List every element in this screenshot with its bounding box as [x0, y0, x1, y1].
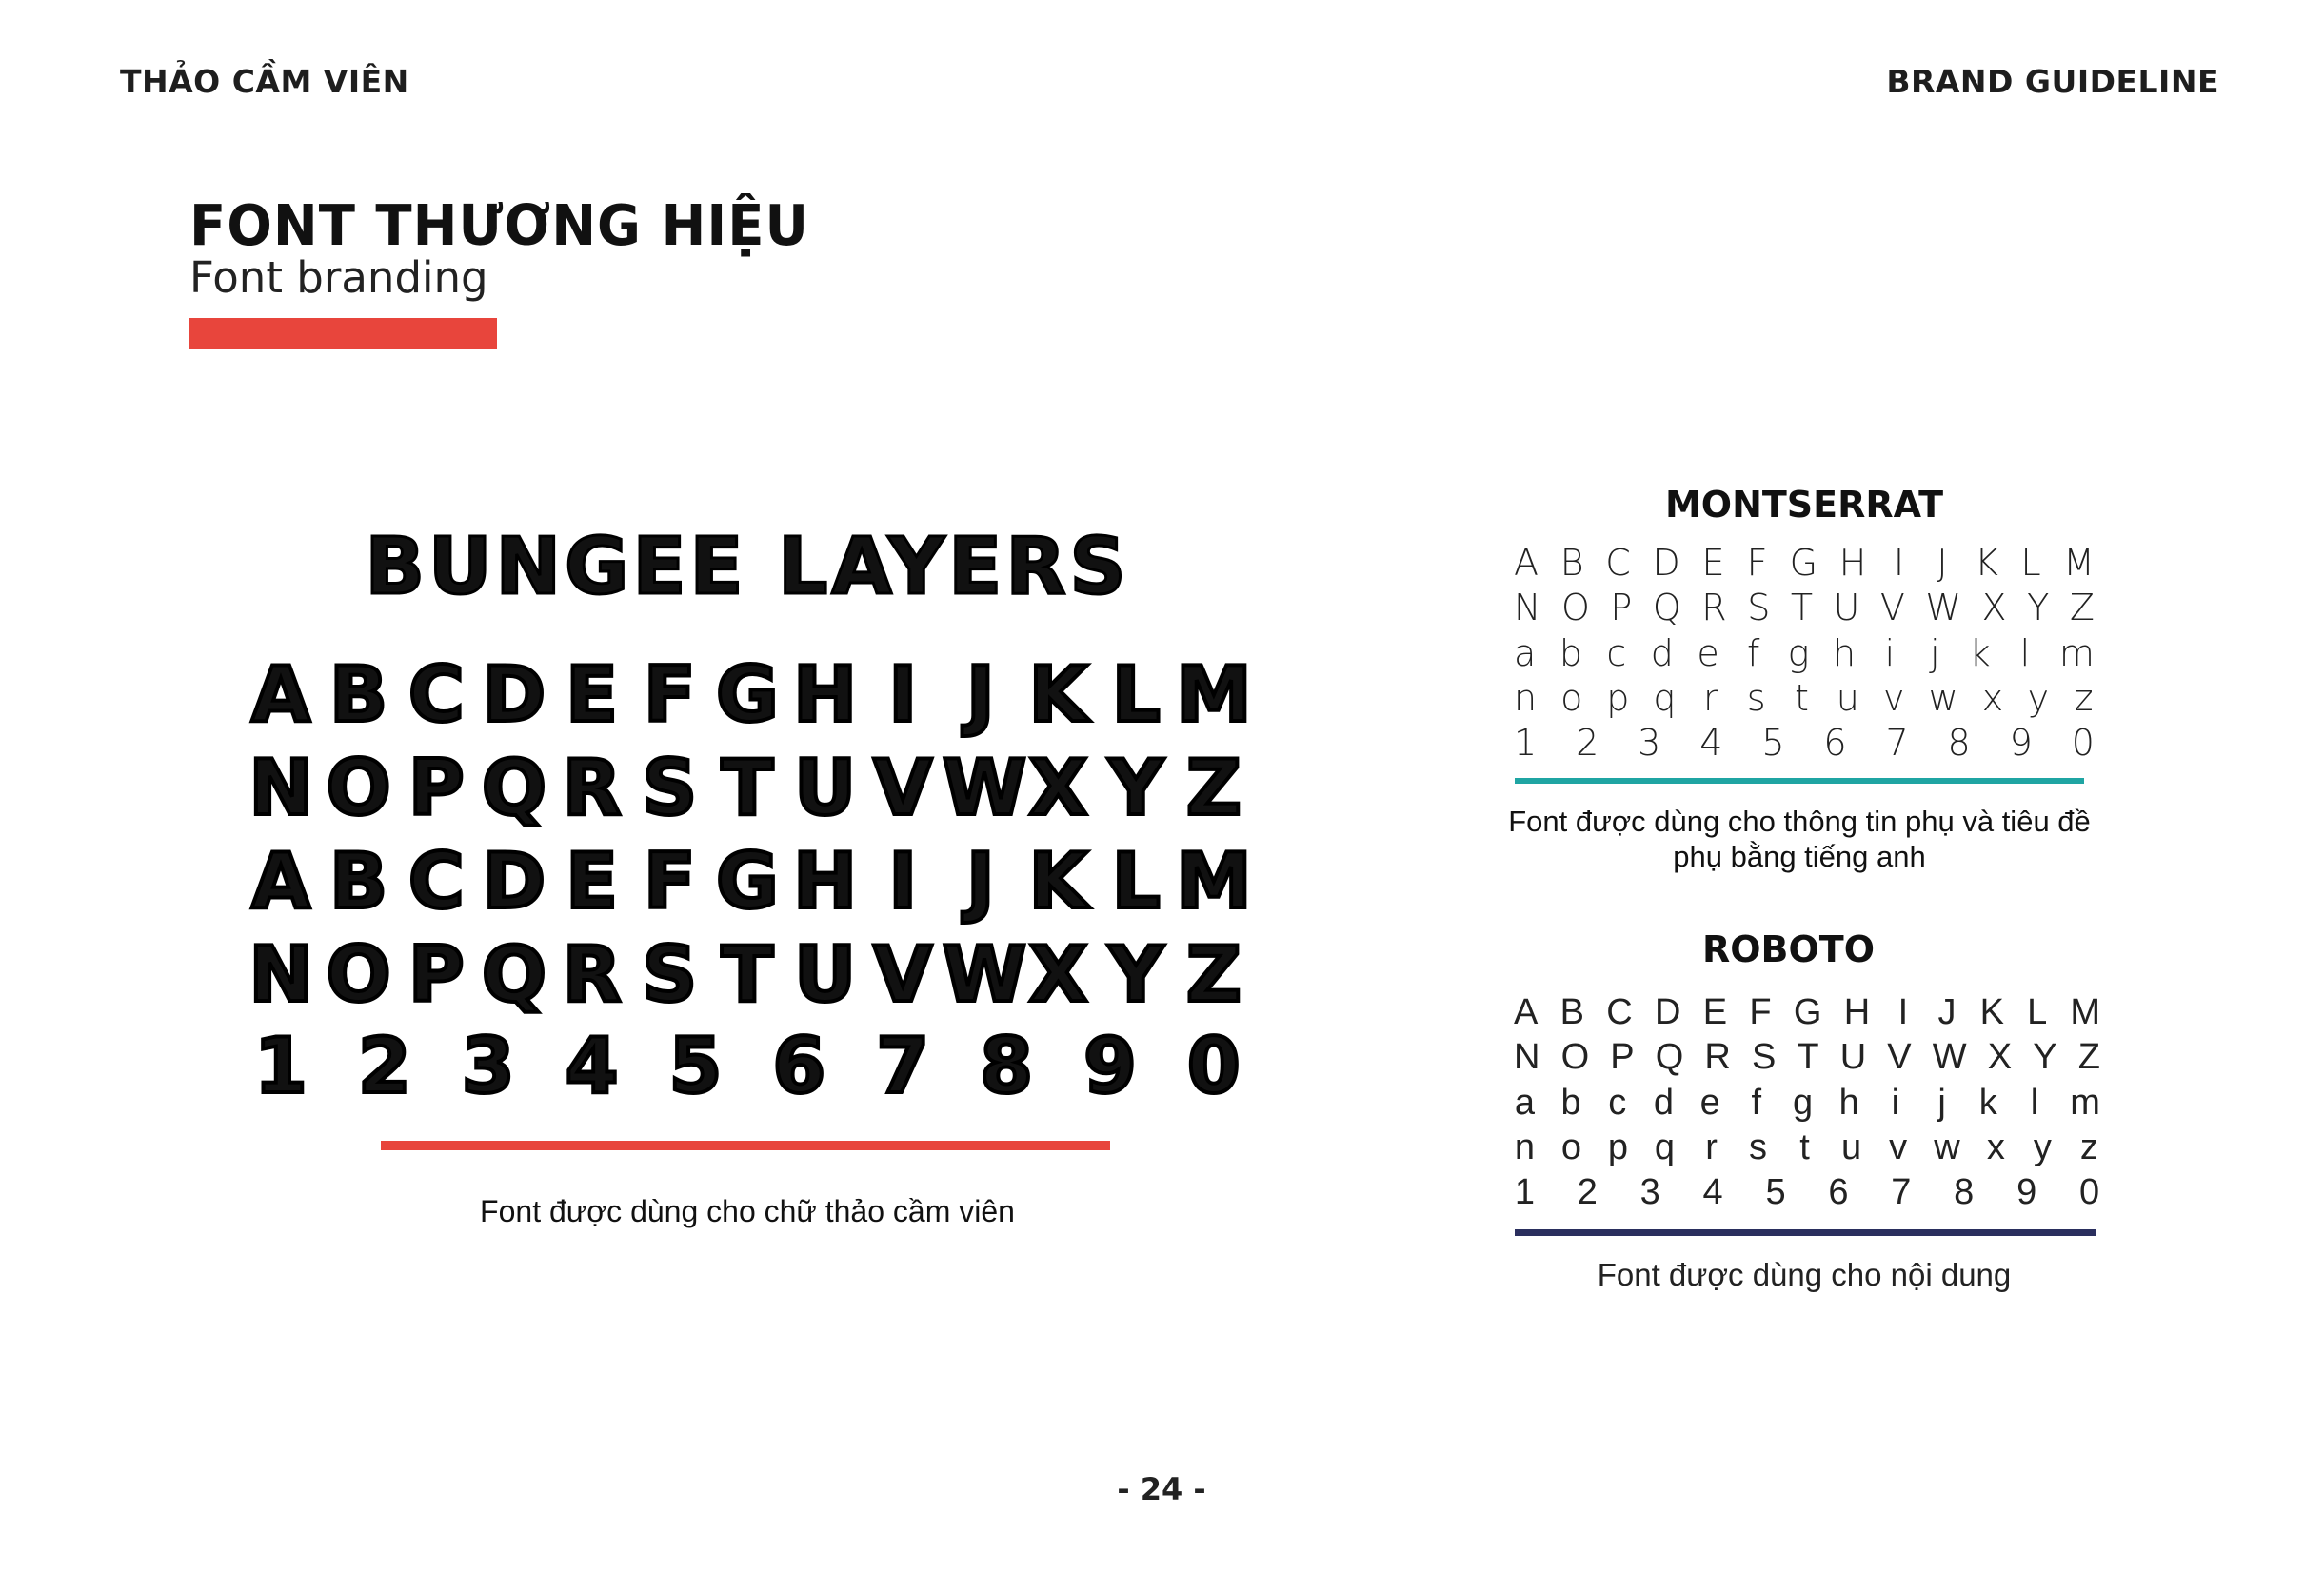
glyph-row: [1514, 1174, 2100, 1210]
body-font-name: ROBOTO: [1701, 928, 1876, 970]
glyph-row: [1514, 1085, 2100, 1121]
glyph: v: [1889, 1127, 1908, 1167]
glyph-row: [1514, 677, 2095, 719]
glyph: J: [966, 837, 995, 926]
glyph: I: [888, 837, 918, 926]
glyph: W: [942, 744, 1027, 832]
glyph: 6: [1828, 1172, 1849, 1212]
glyph: 8: [1954, 1172, 1975, 1212]
glyph: D: [1652, 542, 1680, 584]
glyph: P: [1610, 587, 1633, 628]
glyph: g: [1787, 632, 1810, 674]
glyph: X: [1981, 587, 2007, 628]
glyph: h: [1838, 1083, 1859, 1123]
glyph: p: [1606, 677, 1630, 719]
glyph: F: [643, 837, 696, 926]
glyph: l: [2030, 1083, 2039, 1123]
glyph: Q: [1652, 587, 1681, 628]
glyph: Y: [2033, 1037, 2057, 1077]
glyph: d: [1653, 1083, 1675, 1123]
glyph: N: [1514, 587, 1541, 628]
glyph: Q: [481, 930, 546, 1019]
glyph: V: [1879, 587, 1905, 628]
glyph: 4: [565, 1022, 619, 1110]
glyph: i: [1891, 1083, 1900, 1123]
glyph: s: [1749, 1127, 1768, 1167]
glyph: a: [1514, 1083, 1535, 1123]
glyph: S: [1751, 1037, 1777, 1077]
glyph: f: [1751, 1083, 1762, 1123]
glyph: O: [326, 744, 391, 832]
glyph: J: [1937, 542, 1948, 584]
glyph: T: [721, 930, 774, 1019]
glyph: S: [642, 930, 698, 1019]
glyph: 9: [1083, 1022, 1137, 1110]
brand-name: THẢO CẦM VIÊN: [120, 63, 409, 100]
glyph: T: [721, 744, 774, 832]
glyph: H: [1838, 542, 1867, 584]
glyph: 3: [1639, 1172, 1660, 1212]
glyph: k: [1978, 1083, 1997, 1123]
glyph: U: [794, 744, 857, 832]
glyph: M: [1176, 650, 1252, 739]
glyph: Y: [1108, 930, 1164, 1019]
glyph: P: [407, 930, 465, 1019]
glyph: S: [642, 744, 698, 832]
glyph: Y: [2027, 587, 2050, 628]
secondary-font-caption-line-1: Font được dùng cho thông tin phụ và tiêu đề: [1508, 805, 2091, 838]
page-number: - 24 -: [1117, 1471, 1206, 1507]
glyph: j: [1929, 632, 1940, 674]
glyph: 5: [668, 1022, 723, 1110]
glyph-row: [1514, 994, 2100, 1030]
glyph: U: [794, 930, 857, 1019]
glyph: N: [1514, 1037, 1540, 1077]
glyph-row: [243, 650, 1252, 739]
glyph: R: [1701, 587, 1727, 628]
glyph: 6: [772, 1022, 826, 1110]
glyph: m: [2070, 1083, 2100, 1123]
glyph: J: [1937, 992, 1957, 1032]
glyph: H: [793, 837, 858, 926]
display-font-divider: [381, 1141, 1110, 1150]
glyph: 5: [1761, 722, 1785, 764]
glyph: 7: [876, 1022, 930, 1110]
glyph: L: [2027, 992, 2048, 1032]
glyph: K: [1975, 542, 1998, 584]
glyph: K: [1028, 837, 1088, 926]
glyph: C: [1606, 992, 1633, 1032]
glyph: 8: [1947, 722, 1971, 764]
glyph: 9: [2016, 1172, 2037, 1212]
glyph: 1: [254, 1022, 308, 1110]
glyph: A: [251, 650, 310, 739]
glyph: e: [1697, 632, 1719, 674]
glyph: n: [1514, 1127, 1535, 1167]
glyph: Z: [2069, 587, 2095, 628]
secondary-font-divider: [1515, 778, 2084, 784]
glyph: R: [562, 930, 622, 1019]
glyph: M: [1176, 837, 1252, 926]
glyph: F: [643, 650, 696, 739]
glyph: R: [562, 744, 622, 832]
glyph: e: [1699, 1083, 1720, 1123]
glyph: T: [1790, 587, 1814, 628]
glyph: G: [1793, 992, 1822, 1032]
glyph: G: [716, 650, 779, 739]
glyph: V: [873, 744, 933, 832]
glyph: C: [1605, 542, 1631, 584]
glyph: 1: [1514, 722, 1538, 764]
glyph: l: [2019, 632, 2031, 674]
glyph: C: [407, 650, 465, 739]
glyph: X: [1028, 930, 1088, 1019]
glyph: p: [1607, 1127, 1629, 1167]
glyph-row: [1514, 542, 2095, 584]
glyph: W: [1932, 1037, 1967, 1077]
glyph: 5: [1765, 1172, 1786, 1212]
glyph: t: [1799, 1127, 1810, 1167]
glyph: Z: [1185, 744, 1241, 832]
glyph: L: [2020, 542, 2041, 584]
glyph-row: [1514, 1039, 2100, 1075]
glyph: P: [407, 744, 465, 832]
glyph: j: [1937, 1083, 1946, 1123]
glyph: n: [1514, 677, 1538, 719]
title-underline-bar: [189, 318, 497, 349]
glyph: K: [1979, 992, 2004, 1032]
glyph: 2: [1577, 1172, 1598, 1212]
glyph: h: [1832, 632, 1857, 674]
glyph: i: [1884, 632, 1896, 674]
glyph: 0: [2071, 722, 2095, 764]
glyph: E: [1701, 542, 1725, 584]
glyph: o: [1560, 677, 1583, 719]
glyph: o: [1560, 1127, 1581, 1167]
glyph: d: [1650, 632, 1674, 674]
glyph: G: [1789, 542, 1818, 584]
glyph: t: [1794, 677, 1809, 719]
glyph: w: [1934, 1127, 1960, 1167]
glyph: 3: [1638, 722, 1661, 764]
glyph: 2: [1576, 722, 1599, 764]
glyph: 4: [1699, 722, 1723, 764]
glyph: u: [1841, 1127, 1862, 1167]
glyph-row: [243, 1022, 1252, 1110]
glyph: H: [793, 650, 858, 739]
glyph: W: [1925, 587, 1961, 628]
glyph: 0: [1187, 1022, 1241, 1110]
glyph: 8: [980, 1022, 1033, 1110]
glyph: N: [248, 930, 313, 1019]
glyph: c: [1606, 632, 1627, 674]
glyph: O: [1560, 1037, 1590, 1077]
glyph: L: [1111, 650, 1161, 739]
glyph: E: [1702, 992, 1728, 1032]
glyph: y: [2027, 677, 2050, 719]
glyph: X: [1028, 744, 1088, 832]
glyph: 4: [1702, 1172, 1723, 1212]
glyph-row: [243, 744, 1252, 832]
glyph: w: [1928, 677, 1958, 719]
glyph: B: [329, 650, 388, 739]
glyph: 9: [2009, 722, 2033, 764]
glyph: Z: [1185, 930, 1241, 1019]
glyph: O: [1560, 587, 1590, 628]
glyph: r: [1705, 1127, 1718, 1167]
glyph: E: [566, 837, 618, 926]
body-font-caption: Font được dùng cho nội dung: [1597, 1257, 2012, 1292]
glyph: u: [1836, 677, 1859, 719]
glyph: 1: [1514, 1172, 1535, 1212]
glyph: c: [1608, 1083, 1627, 1123]
glyph: b: [1560, 1083, 1581, 1123]
glyph: b: [1559, 632, 1582, 674]
glyph: F: [1746, 542, 1768, 584]
glyph: V: [873, 930, 933, 1019]
glyph: Q: [481, 744, 546, 832]
display-font-caption: Font được dùng cho chữ thảo cầm viên: [480, 1194, 1015, 1228]
glyph-row: [1514, 632, 2095, 674]
secondary-font-caption: [1485, 804, 2114, 874]
glyph: E: [566, 650, 618, 739]
glyph: A: [251, 837, 310, 926]
display-font-name: BUNGEE LAYERS: [365, 522, 1130, 612]
glyph-row: [243, 837, 1252, 926]
glyph: a: [1514, 632, 1537, 674]
glyph: H: [1843, 992, 1871, 1032]
glyph: B: [1559, 992, 1584, 1032]
glyph: A: [1514, 992, 1539, 1032]
glyph: Q: [1655, 1037, 1684, 1077]
glyph: 0: [2078, 1172, 2100, 1212]
glyph: V: [1887, 1037, 1912, 1077]
glyph: 7: [1885, 722, 1909, 764]
body-font-divider: [1515, 1229, 2096, 1236]
glyph: J: [966, 650, 995, 739]
glyph: I: [888, 650, 918, 739]
glyph: L: [1111, 837, 1161, 926]
glyph: 3: [461, 1022, 515, 1110]
glyph: Z: [2077, 1037, 2100, 1077]
glyph: R: [1704, 1037, 1731, 1077]
glyph: k: [1969, 632, 1991, 674]
glyph: W: [942, 930, 1027, 1019]
document-type: BRAND GUIDELINE: [1886, 63, 2219, 100]
glyph: D: [482, 650, 546, 739]
glyph: B: [329, 837, 388, 926]
glyph: M: [2070, 992, 2100, 1032]
glyph: D: [482, 837, 546, 926]
glyph: K: [1028, 650, 1088, 739]
glyph-row: [1514, 722, 2095, 764]
glyph: A: [1514, 542, 1539, 584]
glyph: 6: [1823, 722, 1847, 764]
glyph: M: [2063, 542, 2095, 584]
secondary-font-caption-line-2: phụ bằng tiếng anh: [1673, 840, 1926, 873]
glyph-row: [243, 930, 1252, 1019]
glyph: Y: [1108, 744, 1164, 832]
glyph: T: [1797, 1037, 1819, 1077]
glyph: z: [2079, 1127, 2098, 1167]
glyph: x: [1981, 677, 2004, 719]
glyph: B: [1559, 542, 1584, 584]
glyph: U: [1833, 587, 1860, 628]
glyph: y: [2033, 1127, 2052, 1167]
glyph: I: [1893, 542, 1905, 584]
glyph: m: [2058, 632, 2095, 674]
section-subtitle: Font branding: [189, 252, 488, 303]
glyph: X: [1987, 1037, 2013, 1077]
glyph: x: [1986, 1127, 2005, 1167]
glyph-row: [1514, 589, 2095, 626]
glyph: F: [1749, 992, 1772, 1032]
glyph: q: [1653, 677, 1677, 719]
glyph: G: [716, 837, 779, 926]
glyph: g: [1792, 1083, 1814, 1123]
glyph: 2: [358, 1022, 411, 1110]
glyph: U: [1839, 1037, 1867, 1077]
glyph: S: [1747, 587, 1771, 628]
glyph: f: [1747, 632, 1760, 674]
glyph: C: [407, 837, 465, 926]
glyph: D: [1655, 992, 1681, 1032]
glyph: I: [1897, 992, 1909, 1032]
glyph: 7: [1891, 1172, 1912, 1212]
glyph: v: [1882, 677, 1905, 719]
glyph: O: [326, 930, 391, 1019]
glyph-row: [1514, 1129, 2100, 1166]
secondary-font-name: MONTSERRAT: [1664, 484, 1944, 526]
glyph: r: [1703, 677, 1718, 719]
glyph: P: [1610, 1037, 1635, 1077]
glyph: z: [2074, 677, 2094, 719]
glyph: s: [1746, 677, 1766, 719]
glyph: N: [248, 744, 313, 832]
glyph: q: [1654, 1127, 1676, 1167]
section-title: FONT THƯƠNG HIỆU: [189, 193, 809, 259]
